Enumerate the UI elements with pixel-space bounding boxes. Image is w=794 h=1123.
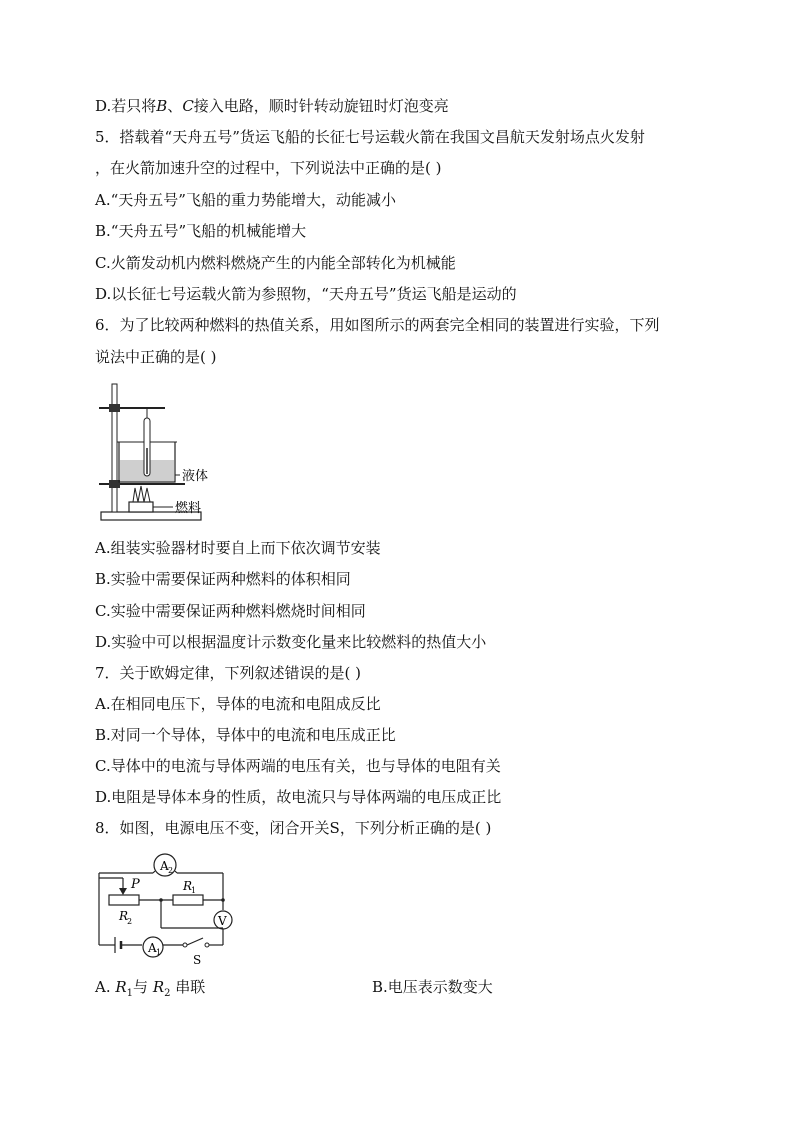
q5-option-d: D.以长征七号运载火箭为参照物，“天舟五号”货运飞船是运动的 xyxy=(95,285,517,303)
svg-text:1: 1 xyxy=(156,948,162,957)
switch-s xyxy=(187,938,203,945)
svg-text:R: R xyxy=(119,909,129,923)
q4-option-d: D.若只将B、C接入电路，顺时针转动旋钮时灯泡变亮 xyxy=(95,97,449,115)
svg-text:A: A xyxy=(160,859,169,873)
q7-option-d: D.电阻是导体本身的性质，故电流只与导体两端的电压成正比 xyxy=(95,788,502,806)
label-liquid: 液体 xyxy=(182,469,209,484)
q5-stem-line1: 5．搭载着“天舟五号”货运飞船的长征七号运载火箭在我国文昌航天发射场点火发射 xyxy=(95,128,645,146)
q5-option-a: A.“天舟五号”飞船的重力势能增大，动能减小 xyxy=(95,191,396,209)
resistor-r1 xyxy=(173,895,203,905)
svg-text:P: P xyxy=(131,877,140,892)
stand-rod xyxy=(112,384,117,512)
flame xyxy=(133,486,150,502)
q5-option-b: B.“天舟五号”飞船的机械能增大 xyxy=(95,222,307,240)
circuit-diagram-figure xyxy=(95,848,245,968)
q7-stem: 7．关于欧姆定律，下列叙述错误的是( ) xyxy=(95,664,362,682)
slider-p xyxy=(119,888,127,895)
lower-clamp-boss xyxy=(109,480,120,488)
q8-stem: 8．如图，电源电压不变，闭合开关S，下列分析正确的是( ) xyxy=(95,819,492,837)
svg-text:A: A xyxy=(148,941,157,955)
q5-option-c: C.火箭发动机内燃料燃烧产生的内能全部转化为机械能 xyxy=(95,254,456,272)
svg-text:S: S xyxy=(193,953,202,967)
q6-option-d: D.实验中可以根据温度计示数变化量来比较燃料的热值大小 xyxy=(95,633,487,651)
rheostat-r2 xyxy=(109,895,139,905)
q6-option-b: B.实验中需要保证两种燃料的体积相同 xyxy=(95,570,351,588)
svg-text:1: 1 xyxy=(191,886,197,895)
svg-text:2: 2 xyxy=(168,866,174,875)
q6-option-a: A.组装实验器材时要自上而下依次调节安装 xyxy=(95,539,381,557)
q6-stem-line1: 6．为了比较两种燃料的热值关系，用如图所示的两套完全相同的装置进行实验，下列 xyxy=(95,316,660,334)
upper-clamp-boss xyxy=(109,404,120,412)
q7-option-a: A.在相同电压下，导体的电流和电阻成反比 xyxy=(95,695,381,713)
svg-text:R: R xyxy=(183,879,193,893)
q6-option-c: C.实验中需要保证两种燃料燃烧时间相同 xyxy=(95,602,366,620)
heating-apparatus-figure xyxy=(95,378,225,524)
q7-option-c: C.导体中的电流与导体两端的电压有关，也与导体的电阻有关 xyxy=(95,757,501,775)
q8-option-b: B.电压表示数变大 xyxy=(372,978,493,996)
svg-text:V: V xyxy=(218,914,227,928)
fuel-burner xyxy=(129,502,153,512)
svg-text:2: 2 xyxy=(127,917,133,926)
q8-option-a: A. $R_1$与 $R_2$ 串联 xyxy=(95,978,206,999)
q7-option-b: B.对同一个导体，导体中的电流和电压成正比 xyxy=(95,726,396,744)
q6-stem-line2: 说法中正确的是( ) xyxy=(95,348,217,366)
q5-stem-line2: ，在火箭加速升空的过程中，下列说法中正确的是( ) xyxy=(95,159,442,177)
label-fuel: 燃料 xyxy=(175,501,202,516)
